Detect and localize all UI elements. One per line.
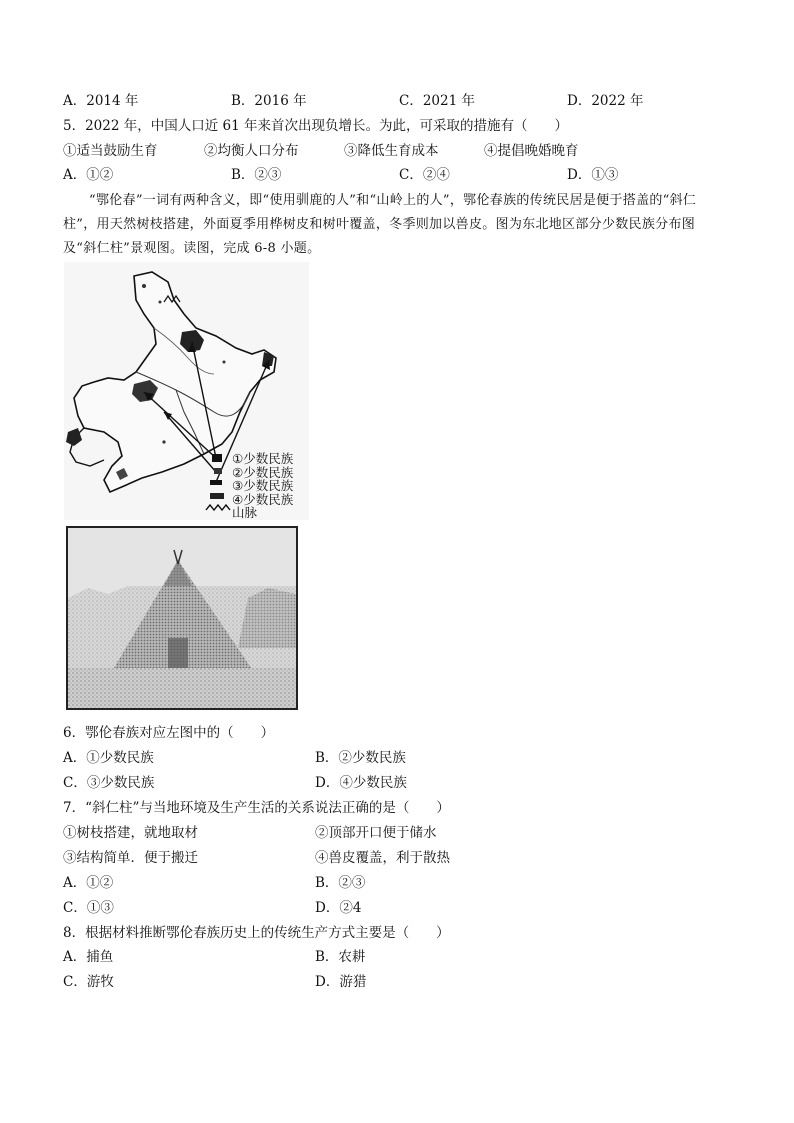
q7-stem: 7．“斜仁柱”与当地环境及生产生活的关系说法正确的是（ ） [63,800,450,816]
q8-option-d[interactable]: D．游猎 [315,974,367,990]
xierenzhu-photo-graphic [68,528,296,708]
q5-item-2: ②均衡人口分布 [204,143,299,159]
q5-option-b[interactable]: B．②③ [231,167,282,183]
passage-line-3: 及“斜仁柱”景观图。读图，完成 6-8 小题。 [63,241,321,256]
q7-item-3: ③结构简单．便于搬迁 [63,850,198,866]
q4-option-d[interactable]: D．2022 年 [567,93,644,109]
q7-item-4: ④兽皮覆盖，利于散热 [315,850,450,866]
q7-option-b[interactable]: B．②③ [315,875,366,891]
legend-item-3: ③少数民族 [232,478,294,493]
passage-line-1: “鄂伦春”一词有两种含义，即“使用驯鹿的人”和“山岭上的人”，鄂伦春族的传统民居是便于搭盖的“斜仁 [89,193,697,208]
q6-option-d[interactable]: D．④少数民族 [315,775,407,791]
passage-line-2: 柱”，用天然树枝搭建，外面夏季用桦树皮和树叶覆盖，冬季则加以兽皮。图为东北地区部分少数民族分布图 [63,217,696,232]
q7-item-1: ①树枝搭建，就地取材 [63,825,198,841]
q7-option-c[interactable]: C．①③ [63,900,114,916]
q5-item-1: ①适当鼓励生育 [63,143,158,159]
q6-option-b[interactable]: B．②少数民族 [315,750,406,766]
map-legend [232,452,293,520]
legend-item-1: ①少数民族 [232,451,294,466]
q6-option-a[interactable]: A．①少数民族 [63,750,154,766]
q7-option-d[interactable]: D．②4 [315,900,362,916]
legend-item-mountain: 山脉 [232,505,258,520]
q6-option-c[interactable]: C．③少数民族 [63,775,155,791]
q6-stem: 6．鄂伦春族对应左图中的（ ） [63,725,275,741]
q5-stem: 5．2022 年，中国人口近 61 年来首次出现负增长。为此，可采取的措施有（ ） [63,118,568,134]
q5-option-a[interactable]: A．①② [63,167,114,183]
q8-stem: 8．根据材料推断鄂伦春族历史上的传统生产方式主要是（ ） [63,925,450,941]
xierenzhu-landscape-photo [66,526,298,710]
ethnic-distribution-map [64,262,309,520]
q5-option-d[interactable]: D．①③ [567,167,619,183]
q5-option-c[interactable]: C．②④ [399,167,450,183]
q4-option-b[interactable]: B．2016 年 [231,93,307,109]
q5-item-4: ④提倡晚婚晚育 [484,143,579,159]
q8-option-a[interactable]: A．捕鱼 [63,949,114,965]
q7-option-a[interactable]: A．①② [63,875,114,891]
q8-option-c[interactable]: C．游牧 [63,974,114,990]
q8-option-b[interactable]: B．农耕 [315,949,366,965]
q4-option-c[interactable]: C．2021 年 [399,93,475,109]
q5-item-3: ③降低生育成本 [344,143,439,159]
legend-item-4: ④少数民族 [232,491,294,507]
q4-option-a[interactable]: A．2014 年 [63,93,139,109]
legend-item-2: ②少数民族 [232,464,294,480]
q7-item-2: ②顶部开口便于储水 [315,825,437,841]
